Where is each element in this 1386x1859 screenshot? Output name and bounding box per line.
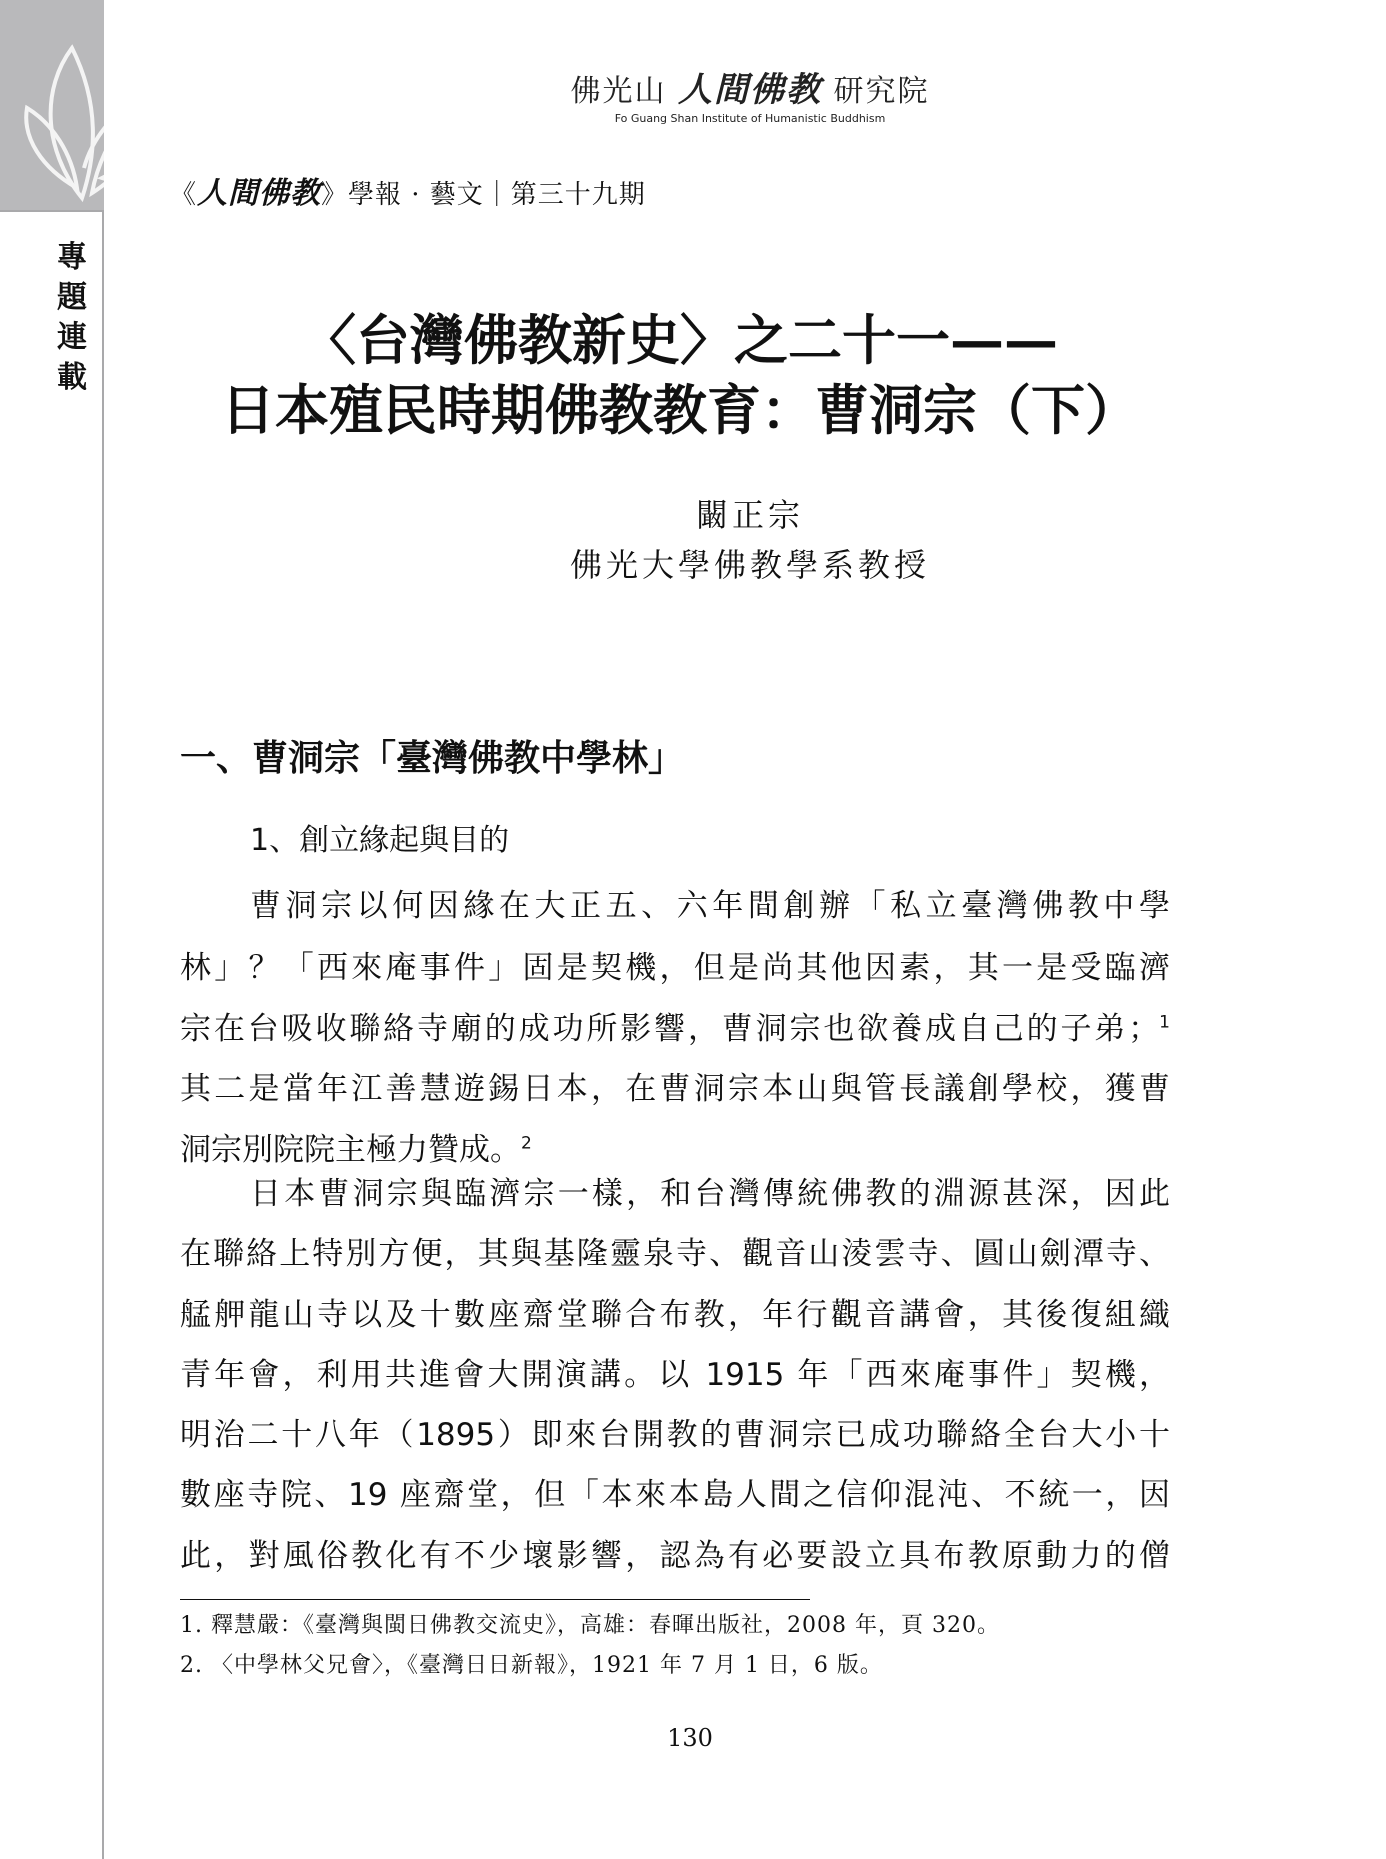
- side-divider-horizontal: [0, 210, 104, 212]
- footnote-divider: [180, 1599, 810, 1600]
- journal-stylized-name: 人間佛教: [197, 176, 322, 211]
- body-line: 數座寺院、19 座齋堂，但「本來本島人間之信仰混沌、不統一，因: [180, 1477, 1170, 1513]
- footnote-ref[interactable]: 1: [1159, 1012, 1170, 1033]
- body-line: 明治二十八年（1895）即來台開教的曹洞宗已成功聯絡全台大小十: [180, 1417, 1170, 1453]
- article-title-line-2: 日本殖民時期佛教教育：曹洞宗（下）: [221, 378, 1139, 442]
- journal-open-bracket: 《: [170, 180, 198, 210]
- journal-issue: 》學報 · 藝文｜第三十九期: [321, 180, 646, 210]
- author-name: 闞正宗: [695, 496, 804, 534]
- subsection-heading: 1、創立緣起與目的: [250, 823, 510, 858]
- brand-left: 佛光山: [570, 74, 667, 109]
- section-heading: 一、曹洞宗「臺灣佛教中學林」: [180, 737, 685, 779]
- body-line: 林」？「西來庵事件」固是契機，但是尚其他因素，其一是受臨濟: [180, 950, 1170, 986]
- body-line: 青年會，利用共進會大開演講。以 1915 年「西來庵事件」契機，: [180, 1357, 1170, 1393]
- body-line: 在聯絡上特別方便，其與基隆靈泉寺、觀音山淩雲寺、圓山劍潭寺、: [180, 1236, 1170, 1272]
- body-line-text: 宗在台吸收聯絡寺廟的成功所影響，曹洞宗也欲養成自己的子弟；: [180, 1011, 1160, 1047]
- author-affiliation: 佛光大學佛教學系教授: [569, 546, 930, 584]
- footnote-ref[interactable]: 2: [521, 1133, 532, 1154]
- side-divider-vertical: [102, 212, 104, 1859]
- page-number: 130: [667, 1724, 713, 1752]
- body-line: 日本曹洞宗與臨濟宗一樣，和台灣傳統佛教的淵源甚深，因此: [250, 1176, 1170, 1212]
- article-title-line-1: 〈台灣佛教新史〉之二十一——: [302, 308, 1058, 372]
- body-line: 此，對風俗教化有不少壞影響，認為有必要設立具布教原動力的僧: [180, 1538, 1170, 1574]
- body-line: 艋舺龍山寺以及十數座齋堂聯合布教，年行觀音講會，其後復組織: [180, 1297, 1170, 1333]
- body-line: [180, 1124, 1170, 1169]
- institute-english-name: Fo Guang Shan Institute of Humanistic Buddhism: [614, 112, 886, 125]
- body-line: 其二是當年江善慧遊錫日本，在曹洞宗本山與管長議創學校，獲曹: [180, 1071, 1170, 1107]
- brand-stylized: 人間佛教: [678, 70, 822, 110]
- institute-brand: [300, 62, 1200, 111]
- journal-running-head: [170, 168, 646, 212]
- brand-right: 研究院: [833, 74, 930, 109]
- section-tag-vertical: 專題連載: [57, 240, 87, 395]
- footnote-2: 2. 〈中學林父兄會〉，《臺灣日日新報》，1921 年 7 月 1 日，6 版。: [180, 1653, 883, 1678]
- body-line-text: 洞宗別院院主極力贊成。: [180, 1132, 521, 1168]
- body-line: 曹洞宗以何因緣在大正五、六年間創辦「私立臺灣佛教中學: [250, 888, 1170, 924]
- footnote-1: 1. 釋慧嚴：《臺灣與閩日佛教交流史》，高雄：春暉出版社，2008 年，頁 320。: [180, 1613, 1000, 1638]
- body-line: [180, 1003, 1170, 1048]
